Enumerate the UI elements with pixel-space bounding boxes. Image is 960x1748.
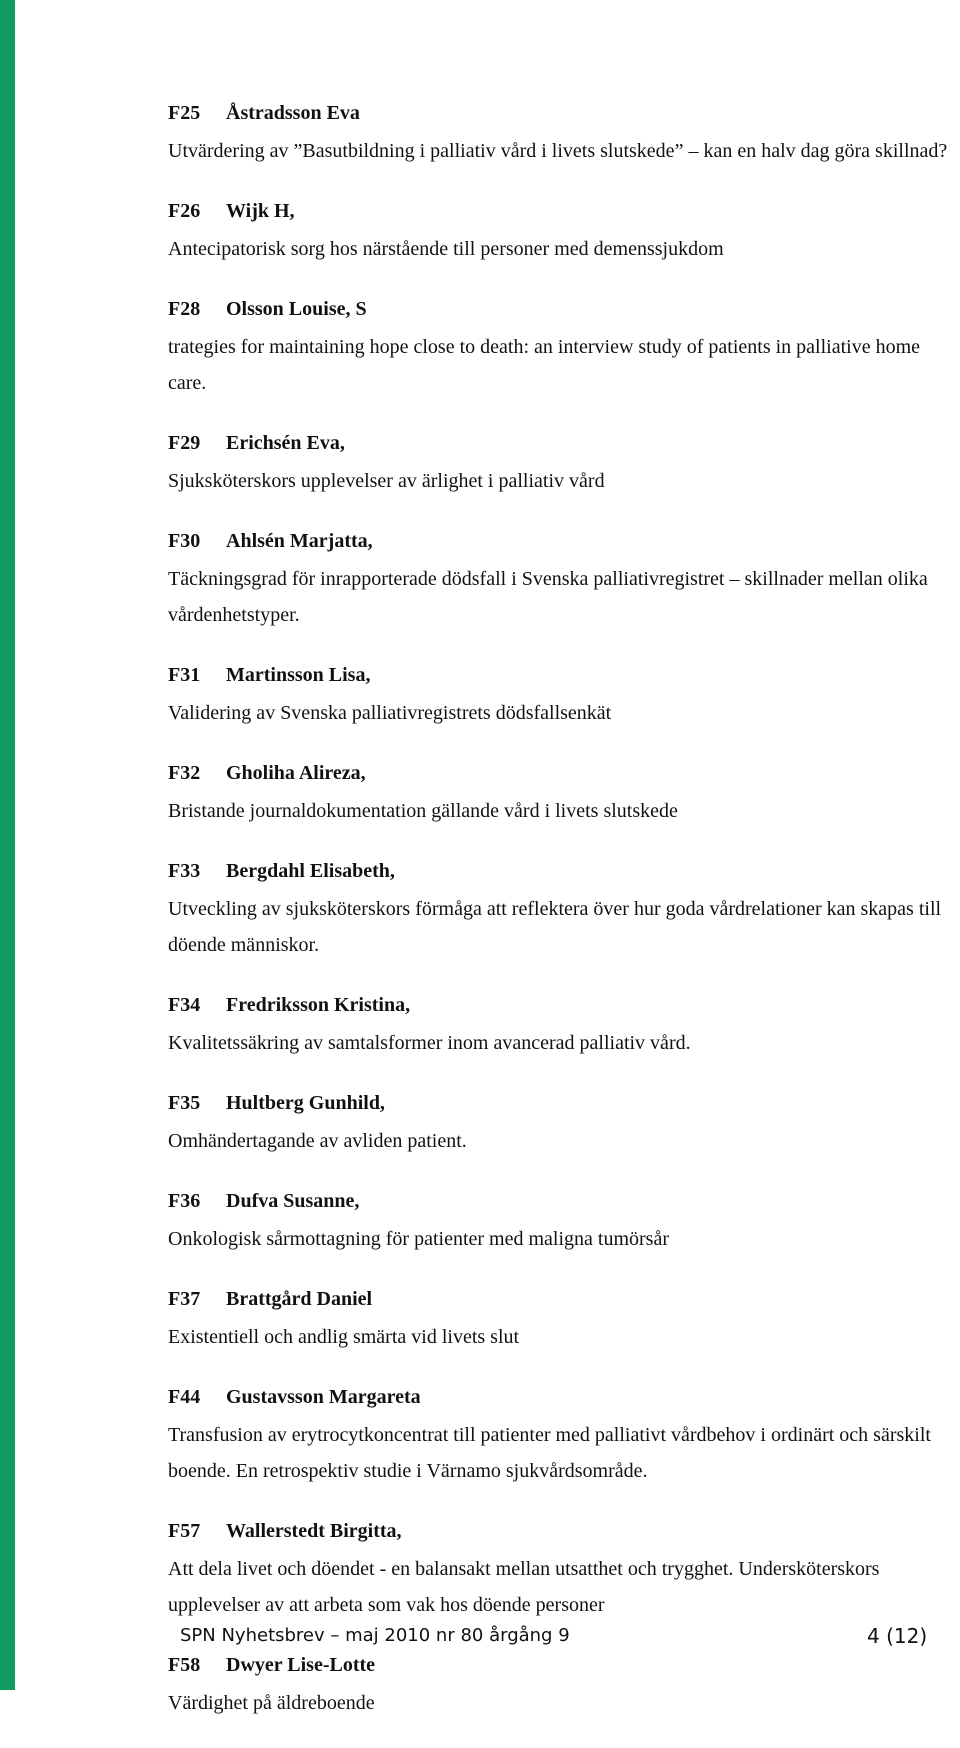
entry <box>168 660 960 731</box>
entry-code: F31 <box>168 664 201 686</box>
entry-author: Erichsén Eva, <box>226 432 345 454</box>
entry <box>168 758 960 829</box>
entry <box>168 294 960 401</box>
entry-author: Wallerstedt Birgitta, <box>226 1520 402 1542</box>
entry <box>168 856 960 963</box>
entry-title: Bristande journaldokumentation gällande vård i livets slutskede <box>168 800 678 822</box>
entry-heading <box>168 196 960 226</box>
entry-code: F37 <box>168 1288 201 1310</box>
entry-heading <box>168 856 960 886</box>
entry-code: F35 <box>168 1092 201 1114</box>
entry-code: F32 <box>168 762 201 784</box>
entry-author: Gustavsson Margareta <box>226 1386 421 1408</box>
entry-title: Transfusion av erytrocytkoncentrat till patienter med palliativt vårdbehov i ordinärt och särskilt boende. En retrospektiv studie i Värnamo sjukvårdsområde. <box>168 1424 931 1482</box>
entry-code: F36 <box>168 1190 201 1212</box>
entry <box>168 1088 960 1159</box>
entry-code: F33 <box>168 860 201 882</box>
entry-title: Onkologisk sårmottagning för patienter med maligna tumörsår <box>168 1228 669 1250</box>
entry-heading <box>168 1284 960 1314</box>
entry-title: Validering av Svenska palliativregistrets dödsfallsenkät <box>168 702 612 724</box>
entry-author: Martinsson Lisa, <box>226 664 371 686</box>
entry-title: Värdighet på äldreboende <box>168 1692 375 1714</box>
page-number: 4 (12) <box>867 1624 928 1648</box>
entry-heading <box>168 428 960 458</box>
entry-heading <box>168 660 960 690</box>
abstract-list <box>168 98 960 1748</box>
entry-author: Ahlsén Marjatta, <box>226 530 373 552</box>
entry-author: Brattgård Daniel <box>226 1288 373 1310</box>
entry <box>168 1650 960 1721</box>
entry <box>168 98 960 169</box>
entry-author: Fredriksson Kristina, <box>226 994 411 1016</box>
entry-code: F34 <box>168 994 201 1016</box>
entry-code: F26 <box>168 200 201 222</box>
entry-author: Bergdahl Elisabeth, <box>226 860 395 882</box>
entry-heading <box>168 294 960 324</box>
entry <box>168 1284 960 1355</box>
entry-code: F44 <box>168 1386 201 1408</box>
entry-heading <box>168 98 960 128</box>
entry-heading <box>168 1650 960 1680</box>
entry-author: Wijk H, <box>226 200 295 222</box>
entry <box>168 1186 960 1257</box>
entry <box>168 196 960 267</box>
entry-code: F58 <box>168 1654 201 1676</box>
entry-heading <box>168 758 960 788</box>
entry-author: Åstradsson Eva <box>226 102 360 124</box>
entry-title: trategies for maintaining hope close to death: an interview study of patients in palliative home care. <box>168 336 921 394</box>
entry-heading <box>168 526 960 556</box>
green-sidebar-bar <box>0 0 15 1690</box>
entry-heading <box>168 1088 960 1118</box>
entry-code: F30 <box>168 530 201 552</box>
entry-title: Antecipatorisk sorg hos närstående till personer med demenssjukdom <box>168 238 724 260</box>
entry-title: Omhändertagande av avliden patient. <box>168 1130 467 1152</box>
entry <box>168 1516 960 1623</box>
entry-code: F57 <box>168 1520 201 1542</box>
entry-title: Existentiell och andlig smärta vid livets slut <box>168 1326 520 1348</box>
entry-heading <box>168 1516 960 1546</box>
entry-author: Gholiha Alireza, <box>226 762 366 784</box>
entry-author: Dwyer Lise-Lotte <box>226 1654 376 1676</box>
entry-title: Kvalitetssäkring av samtalsformer inom avancerad palliativ vård. <box>168 1032 691 1054</box>
entry-heading <box>168 990 960 1020</box>
entry-author: Dufva Susanne, <box>226 1190 360 1212</box>
entry <box>168 1382 960 1489</box>
entry-heading <box>168 1186 960 1216</box>
entry-author: Olsson Louise, S <box>226 298 367 320</box>
footer-newsletter-info: SPN Nyhetsbrev – maj 2010 nr 80 årgång 9 <box>180 1625 570 1646</box>
entry-title: Utveckling av sjuksköterskors förmåga att reflektera över hur goda vårdrelationer kan skapas till döende människor. <box>168 898 942 956</box>
entry <box>168 990 960 1061</box>
entry-heading <box>168 1382 960 1412</box>
entry-title: Utvärdering av ”Basutbildning i palliativ vård i livets slutskede” – kan en halv dag göra skillnad? <box>168 140 948 162</box>
entry <box>168 526 960 633</box>
entry-code: F28 <box>168 298 201 320</box>
entry-author: Hultberg Gunhild, <box>226 1092 385 1114</box>
entry-code: F25 <box>168 102 201 124</box>
entry-title: Att dela livet och döendet - en balansakt mellan utsatthet och trygghet. Undersköterskors upplevelser av att arbeta som vak hos döende personer <box>168 1558 880 1616</box>
entry <box>168 428 960 499</box>
entry-title: Täckningsgrad för inrapporterade dödsfall i Svenska palliativregistret – skillnader mellan olika vårdenhetstyper. <box>168 568 928 626</box>
entry-code: F29 <box>168 432 201 454</box>
entry-title: Sjuksköterskors upplevelser av ärlighet i palliativ vård <box>168 470 605 492</box>
